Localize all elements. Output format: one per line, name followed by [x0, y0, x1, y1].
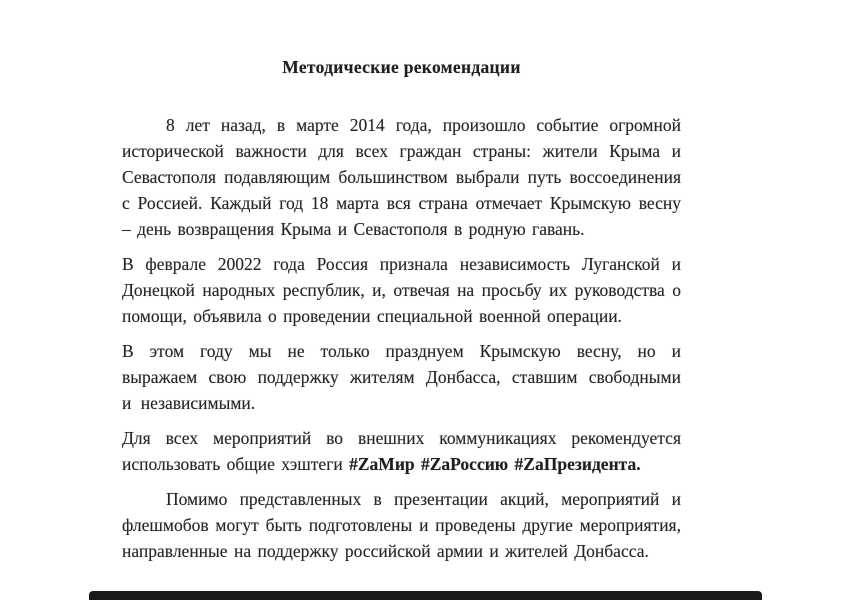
paragraph-hashtags-lead: Для всех мероприятий во внешних коммуникациях рекомендуется использовать общие хэштеги — [122, 428, 681, 474]
document-content — [122, 54, 681, 573]
paragraph-hashtags — [122, 425, 681, 477]
document-title: Методические рекомендации — [282, 57, 521, 77]
bottom-bar — [89, 591, 762, 600]
paragraph-february-recognition: В феврале 20022 года Россия признала независимость Луганской и Донецкой народных республик, и, отвечая на просьбу их руководства о помощи, объявила о проведении специальной военной операции. — [122, 254, 681, 326]
paragraph-other-events: Помимо представленных в презентации акций, мероприятий и флешмобов могут быть подготовлены и проведены другие мероприятия, направленные на поддержку российской армии и жителей Донбасса. — [122, 489, 681, 561]
hashtags-bold-text: #ZaМир #ZaРоссию #ZaПрезидента. — [349, 454, 641, 474]
paragraph-crimea-anniversary: 8 лет назад, в марте 2014 года, произошло событие огромной исторической важности для всех граждан страны: жители Крыма и Севастополя подавляющим большинством выбрали путь воссоединения с Россией. Каждый год 18 марта вся страна отмечает Крымскую весну – день возвращения Крыма и Севастополя в родную гавань. — [122, 115, 681, 239]
paragraph-this-year-support: В этом году мы не только празднуем Крымскую весну, но и выражаем свою поддержку жителям Донбасса, ставшим свободными и независимыми. — [122, 341, 681, 413]
